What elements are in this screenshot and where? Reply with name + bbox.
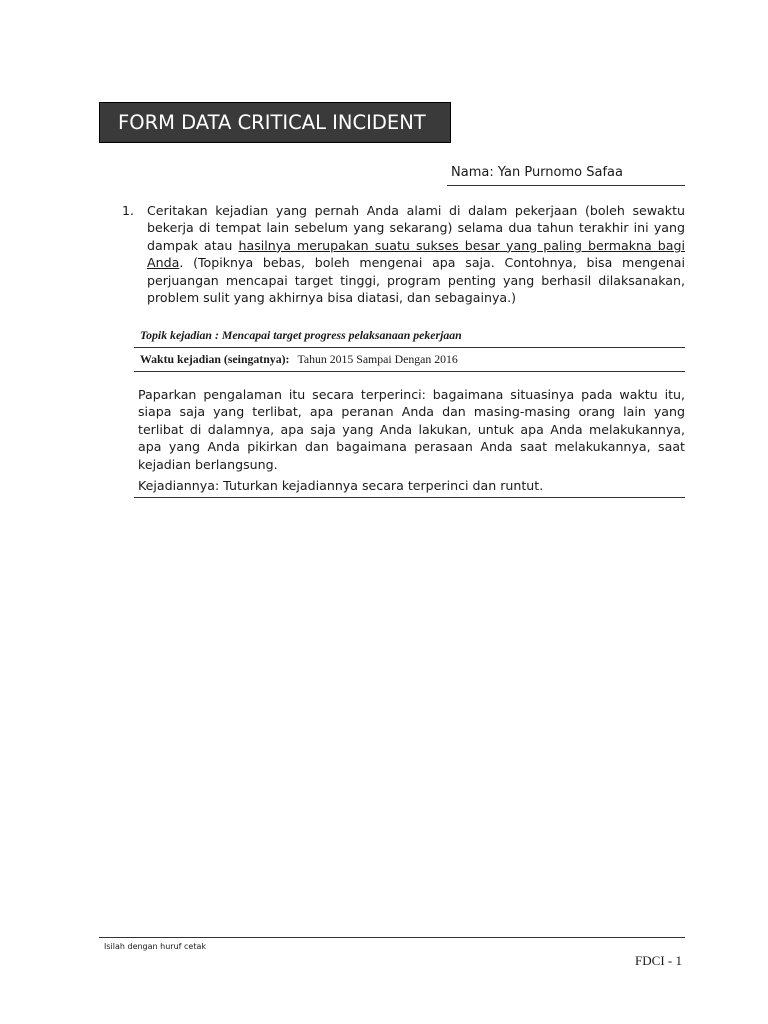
question-text-start: Ceritakan kejadian yang pernah Anda alami di dalam pekerjaan (boleh sewaktu bekerja di tempat lain sebelum yang sekarang) selama dua tahun terakhir ini yang dampak atau (147, 203, 685, 253)
question-text (147, 202, 685, 306)
topic-label: Topik kejadian : (140, 328, 219, 342)
footer-divider (99, 937, 685, 938)
name-value: Yan Purnomo Safaa (497, 165, 623, 180)
name-label: Nama: (451, 165, 494, 180)
question-number: 1. (122, 203, 135, 218)
name-field (447, 164, 685, 186)
kejadian-field: Kejadiannya: Tuturkan kejadiannya secara terperinci dan runtut. (134, 476, 685, 498)
page-id: FDCI - 1 (635, 953, 682, 968)
topic-value: Mencapai target progress pelaksanaan pekerjaan (221, 328, 462, 342)
form-title: FORM DATA CRITICAL INCIDENT (99, 102, 451, 143)
question-1 (122, 202, 685, 306)
topic-row (134, 323, 685, 348)
time-label: Waktu kejadian (seingatnya): (140, 352, 290, 366)
instruction-paragraph: Paparkan pengalaman itu secara terperinci: bagaimana situasinya pada waktu itu, siapa saja yang terlibat, apa peranan Anda dan masing-masing orang lain yang terlibat di dalamnya, apa saja yang Anda lakukan, untuk apa Anda melakukannya, apa yang Anda pikirkan dan bagaimana perasaan Anda saat melakukannya, saat kejadian berlangsung. (138, 387, 685, 472)
question-underlined-text: hasilnya merupakan suatu sukses besar yang paling bermakna bagi Anda (147, 237, 685, 271)
footer-note: Isilah dengan huruf cetak (104, 942, 207, 951)
question-text-end: . (Topiknya bebas, boleh mengenai apa saja. Contohnya, bisa mengenai perjuangan mencapai target tinggi, program penting yang berhasil dilaksanakan, problem sulit yang akhirnya bisa diatasi, dan sebagainya.) (147, 255, 685, 306)
time-value: Tahun 2015 Sampai Dengan 2016 (297, 352, 458, 366)
time-row (134, 348, 685, 372)
